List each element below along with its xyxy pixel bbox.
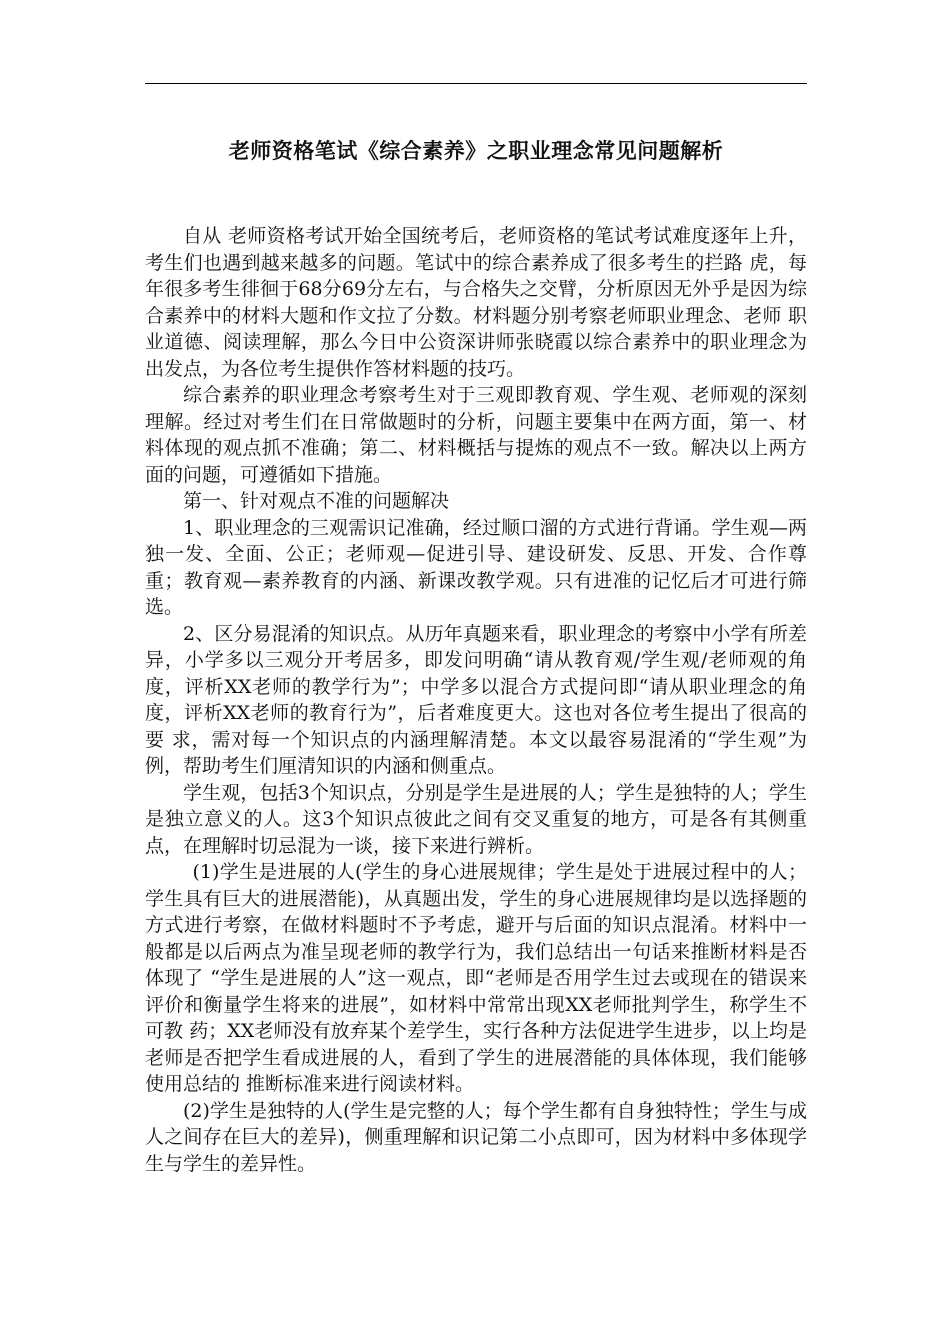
body-paragraph: 综合素养的职业理念考察考生对于三观即教育观、学生观、老师观的深刻理解。经过对考生们在日常做题时的分析，问题主要集中在两方面，第一、材料体现的观点抓不准确；第二、材料概括与提炼的观点不一致。解决以上两方面的问题，可遵循如下措施。 [145, 384, 807, 486]
header-rule [145, 83, 807, 84]
section-heading: 第一、针对观点不准的问题解决 [183, 490, 450, 512]
document-title: 老师资格笔试《综合素养》之职业理念常见问题解析 [228, 139, 724, 163]
body-paragraph: 2、区分易混淆的知识点。从历年真题来看，职业理念的考察中小学有所差异，小学多以三观分开考居多，即发问明确“请从教育观/学生观/老师观的角 度，评析XX老师的教学行为”；中学多以混合方式提问即“请从职业理念的角度，评析XX老师的教育行为”，后者难度更大。这也对各位考生提出了很高的要 求，需对每一个知识点的内涵理解清楚。本文以最容易混淆的“学生观”为例，帮助考生们厘清知识的内涵和侧重点。 [145, 622, 807, 777]
document-body [145, 223, 807, 1177]
body-paragraph: 学生观，包括3个知识点，分别是学生是进展的人；学生是独特的人；学生是独立意义的人。这3个知识点彼此之间有交叉重复的地方，可是各有其侧重点，在理解时切忌混为一谈，接下来进行辨析。 [145, 781, 807, 857]
body-paragraph: 1、职业理念的三观需识记准确，经过顺口溜的方式进行背诵。学生观—两独一发、全面、公正；老师观—促进引导、建设研发、反思、开发、合作尊重；教育观—素养教育的内涵、新课改教学观。只有进准的记忆后才可进行筛选。 [145, 516, 807, 618]
body-paragraph: (2)学生是独特的人(学生是完整的人；每个学生都有自身独特性；学生与成人之间存在巨大的差异)，侧重理解和识记第二小点即可，因为材料中多体现学生与学生的差异性。 [145, 1099, 807, 1175]
body-paragraph: (1)学生是进展的人(学生的身心进展规律；学生是处于进展过程中的人；学生具有巨大的进展潜能)，从真题出发，学生的身心进展规律均是以选择题的 方式进行考察，在做材料题时不予考虑，避开与后面的知识点混淆。材料中一般都是以后两点为准呈现老师的教学行为，我们总结出一句话来推断材料是否体现了 “学生是进展的人”这一观点，即“老师是否用学生过去或现在的错误来评价和衡量学生将来的进展”，如材料中常常出现XX老师批判学生，称学生不可教 药；XX老师没有放弃某个差学生，实行各种方法促进学生进步，以上均是老师是否把学生看成进展的人，看到了学生的进展潜能的具体体现，我们能够使用总结的 推断标准来进行阅读材料。 [145, 861, 807, 1095]
body-paragraph: 自从 老师资格考试开始全国统考后，老师资格的笔试考试难度逐年上升，考生们也遇到越来越多的问题。笔试中的综合素养成了很多考生的拦路 虎，每年很多考生徘徊于68分69分左右，与合格失之交臂，分析原因无外乎是因为综合素养中的材料大题和作文拉了分数。材料题分别考察老师职业理念、老师 职业道德、阅读理解，那么今日中公资深讲师张晓霞以综合素养中的职业理念为出发点，为各位考生提供作答材料题的技巧。 [145, 225, 807, 380]
